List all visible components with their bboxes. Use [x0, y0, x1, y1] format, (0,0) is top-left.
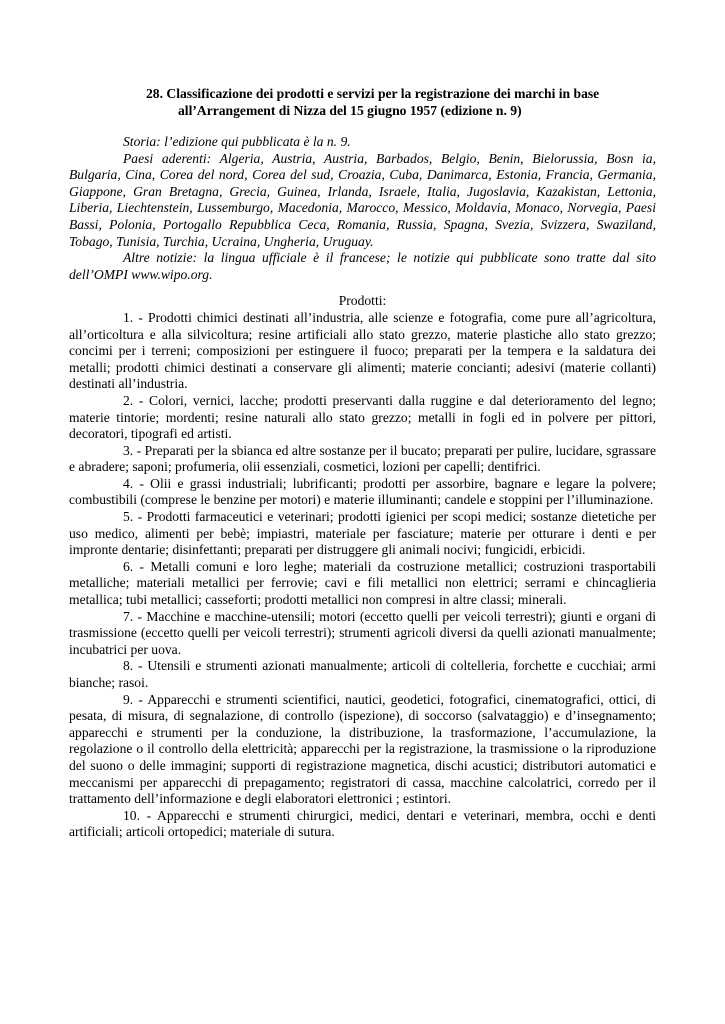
title-line-1: 28. Classificazione dei prodotti e servizi per la registrazione dei marchi in base [146, 86, 600, 101]
spacer [69, 283, 656, 293]
title-line-2: all’Arrangement di Nizza del 15 giugno 1957 (edizione n. 9) [178, 103, 522, 118]
class-item-6: 6. - Metalli comuni e loro leghe; materiali da costruzione metallici; costruzioni trasportabili metalliche; materiali metallici per ferrovie; cavi e fili metallici non elettrici; serrami e chincaglieria metallica; tubi metallici; casseforti; prodotti metallici non compresi in altre classi; minerali. [69, 558, 656, 608]
section-heading-prodotti: Prodotti: [338, 293, 387, 309]
class-item-5: 5. - Prodotti farmaceutici e veterinari; prodotti igienici per scopi medici; sostanze dietetiche per uso medico, alimenti per bebè; impiastri, materiale per fasciature; materie per otturare i denti e per impronte dentarie; disinfettanti; preparati per distruggere gli animali nocivi; fungicidi, erbicidi. [69, 509, 656, 558]
class-item-4: 4. - Olii e grassi industriali; lubrificanti; prodotti per assorbire, bagnare e legare la polvere; combustibili (comprese le benzine per motori) e materie illuminanti; candele e stoppini per l’illuminazione. [69, 475, 656, 508]
class-item-10: 10. - Apparecchi e strumenti chirurgici, medici, dentari e veterinari, membra, occhi e denti artificiali; articoli ortopedici; materiale di sutura. [69, 807, 656, 840]
class-item-7: 7. - Macchine e macchine-utensili; motori (eccetto quelli per veicoli terrestri); giunti e organi di trasmissione (eccetto quelli per veicoli terrestri); strumenti agricoli diversi da quelli azionati manualmente; incubatrici per uova. [69, 608, 656, 657]
class-item-8: 8. - Utensili e strumenti azionati manualmente; articoli di coltelleria, forchette e cucchiai; armi bianche; rasoi. [69, 658, 656, 690]
storia-paragraph: Storia: l’edizione qui pubblicata è la n. 9. [123, 134, 351, 149]
class-item-9: 9. - Apparecchi e strumenti scientifici, nautici, geodetici, fotografici, cinematografici, ottici, di pesata, di misura, di segnalazione, di controllo (ispezione), di soccorso (salvataggio) e d’insegnamento; apparecchi e strumenti per la conduzione, la distribuzione, la trasformazione, l’accumulazione, la regolazione o il controllo della elettricità; apparecchi per la registrazione, la trasmissione o la riproduzione del suono o delle immagini; supporti di registrazione magnetica, dischi acustici; distributori automatici e meccanismi per apparecchi di prepagamento; registratori di cassa, macchine calcolatrici, corredo per il trattamento dell’informazione e degli elaboratori elettronici ; estintori. [69, 691, 656, 807]
class-item-1: 1. - Prodotti chimici destinati all’industria, alle scienze e fotografia, come pure all’agricoltura, all’orticoltura e alla silvicoltura; resine artificiali allo stato grezzo, materie plastiche allo stato grezzo; concimi per i terreni; composizioni per estinguere il fuoco; preparati per la tempera e la saldatura dei metalli; prodotti chimici destinati a conservare gli alimenti; materie concianti; adesivi (materie collanti) destinati all’industria. [69, 309, 656, 392]
document-title [146, 85, 666, 119]
paesi-aderenti-paragraph: Paesi aderenti: Algeria, Austria, Austria, Barbados, Belgio, Benin, Bielorussia, Bosn ia, Bulgaria, Cina, Corea del nord, Corea del sud, Croazia, Cuba, Danimarca, Estonia, Francia, Germania, Giappone, Gran Bretagna, Grecia, Guinea, Irlanda, Israele, Italia, Jugoslavia, Kazakistan, Lettonia, Liberia, Liechtenstein, Lussemburgo, Macedonia, Marocco, Messico, Moldavia, Monaco, Norvegia, Paesi Bassi, Polonia, Portogallo Repubblica Ceca, Romania, Russia, Spagna, Svezia, Svizzera, Swaziland, Tobago, Tunisia, Turchia, Ucraina, Ungheria, Uruguay. [69, 150, 656, 249]
altre-notizie-paragraph: Altre notizie: la lingua ufficiale è il francese; le notizie qui pubblicate sono tratte dal sito dell’OMPI www.wipo.org. [69, 250, 656, 282]
document-body [69, 134, 656, 841]
class-item-2: 2. - Colori, vernici, lacche; prodotti preservanti dalla ruggine e dal deterioramento del legno; materie tintorie; mordenti; resine naturali allo stato grezzo; metalli in fogli ed in polvere per pittori, decoratori, tipografi ed artisti. [69, 392, 656, 442]
class-item-3: 3. - Preparati per la sbianca ed altre sostanze per il bucato; preparati per pulire, lucidare, sgrassare e abradere; saponi; profumeria, olii essenziali, cosmetici, lozioni per capelli; dentifrici. [69, 442, 656, 475]
